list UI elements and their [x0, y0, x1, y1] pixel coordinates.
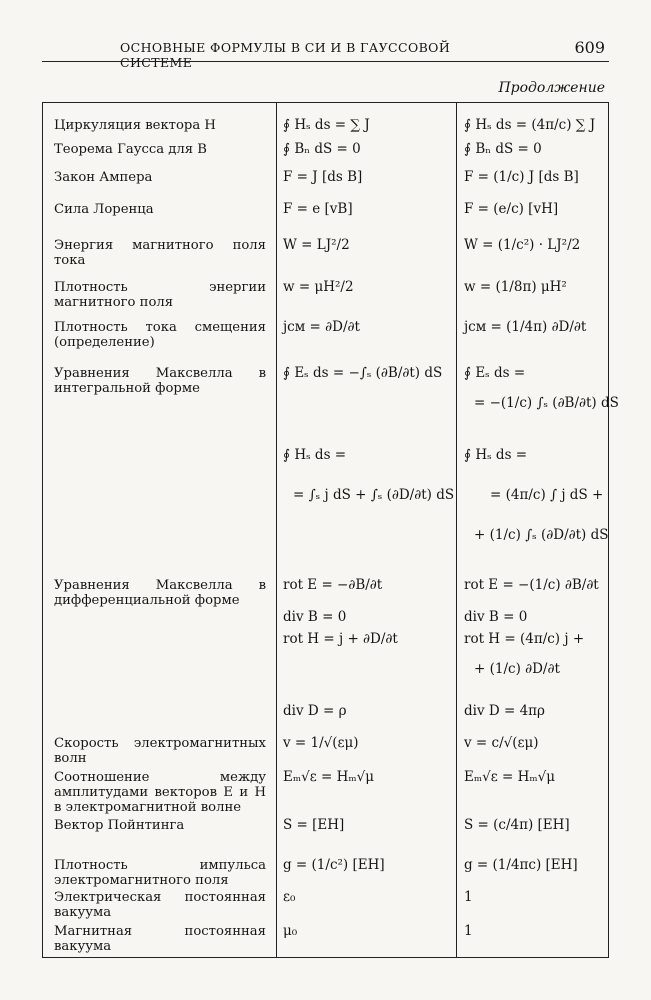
- si-formula: [283, 632, 453, 647]
- formula-line: ∮ Eₛ ds = −∫ₛ (∂B/∂t) dS: [283, 365, 443, 381]
- quantity-name: Теорема Гаусса для B: [54, 142, 207, 157]
- quantity-name: Плотность импульса электромагнитного поля: [54, 858, 266, 888]
- formula-line: ∮ Hₛ ds = (4π/c) ∑ J: [464, 117, 596, 133]
- si-formula: [283, 170, 453, 185]
- quantity-name: Магнитная постоянная вакуума: [54, 924, 266, 954]
- formula-line: = ∫ₛ j dS + ∫ₛ (∂D/∂t) dS: [293, 487, 455, 503]
- gauss-formula: [464, 890, 604, 905]
- gauss-formula: [464, 202, 604, 217]
- si-formula: [283, 366, 453, 381]
- gauss-formula: [464, 365, 619, 411]
- si-formula: [283, 890, 453, 905]
- gauss-formula: [464, 170, 604, 185]
- formula-line: W = LJ²/2: [283, 237, 350, 253]
- quantity-name: Вектор Пойнтинга: [54, 818, 185, 833]
- formula-line: W = (1/c²) · LJ²/2: [464, 237, 581, 253]
- gauss-formula: [464, 118, 604, 133]
- formula-line: Eₘ√ε = Hₘ√μ: [283, 769, 375, 785]
- formula-line: F = (e/c) [vH]: [464, 201, 559, 217]
- formula-line: μ₀: [283, 923, 298, 939]
- formula-line: S = (c/4π) [EH]: [464, 817, 570, 833]
- quantity-name: Соотношение между амплитудами векторов E и H в электромагнитной волне: [54, 770, 266, 815]
- gauss-formula: [464, 447, 609, 543]
- running-header-title: ОСНОВНЫЕ ФОРМУЛЫ В СИ И В ГАУССОВОЙ СИСТЕМЕ: [120, 40, 451, 70]
- column-divider-si: [276, 102, 277, 958]
- si-formula: [283, 704, 453, 719]
- formula-line: = (4π/c) ∫ j dS +: [490, 487, 604, 503]
- formula-line: S = [EH]: [283, 817, 345, 833]
- formula-line: F = (1/c) J [ds B]: [464, 169, 579, 185]
- formula-line: rot H = (4π/c) j +: [464, 631, 585, 647]
- quantity-name: Сила Лоренца: [54, 202, 154, 217]
- quantity-name: Уравнения Максвелла в интегральной форме: [54, 366, 266, 396]
- si-formula: [283, 858, 453, 873]
- formula-line: 1: [464, 923, 473, 939]
- si-formula: [283, 118, 453, 133]
- formula-line: ε₀: [283, 889, 296, 905]
- si-formula: [283, 578, 453, 625]
- formula-line: + (1/c) ∂D/∂t: [474, 661, 560, 677]
- formula-line: rot H = j + ∂D/∂t: [283, 631, 398, 647]
- formula-line: 1: [464, 889, 473, 905]
- formula-line: g = (1/4πc) [EH]: [464, 857, 578, 873]
- formula-line: div D = 4πρ: [464, 703, 545, 719]
- formula-line: w = (1/8π) μH²: [464, 279, 567, 295]
- quantity-name: Энергия магнитного поля тока: [54, 238, 266, 268]
- formula-line: = −(1/c) ∫ₛ (∂B/∂t) dS: [474, 395, 619, 411]
- formula-line: v = c/√(εμ): [464, 735, 539, 751]
- formula-line: v = 1/√(εμ): [283, 735, 359, 751]
- formula-line: ∮ Hₛ ds =: [464, 447, 528, 463]
- formula-line: rot E = −(1/c) ∂B/∂t: [464, 577, 599, 593]
- gauss-formula: [464, 142, 604, 157]
- column-divider-gauss: [456, 102, 457, 958]
- formula-line: ∮ Bₙ dS = 0: [283, 141, 361, 157]
- formula-line: g = (1/c²) [EH]: [283, 857, 385, 873]
- gauss-formula: [464, 858, 604, 873]
- gauss-formula: [464, 578, 604, 625]
- page-number: 609: [574, 38, 605, 57]
- si-formula: [283, 818, 453, 833]
- gauss-formula: [464, 704, 604, 719]
- header-rule: [42, 61, 609, 62]
- formula-line: F = J [ds B]: [283, 169, 363, 185]
- continuation-label: Продолжение: [498, 80, 605, 96]
- formula-line: ∮ Bₙ dS = 0: [464, 141, 542, 157]
- formula-line: ∮ Eₛ ds =: [464, 365, 526, 381]
- formula-line: ∮ Hₛ ds = ∑ J: [283, 117, 370, 133]
- quantity-name: Электрическая постоянная вакуума: [54, 890, 266, 920]
- quantity-name: Закон Ампера: [54, 170, 153, 185]
- gauss-formula: [464, 320, 604, 335]
- formula-line: div D = ρ: [283, 703, 347, 719]
- formula-line: jсм = ∂D/∂t: [283, 319, 360, 335]
- formula-line: F = e [vB]: [283, 201, 353, 217]
- formula-line: Eₘ√ε = Hₘ√μ: [464, 769, 556, 785]
- si-formula: [283, 142, 453, 157]
- si-formula: [283, 320, 453, 335]
- si-formula: [283, 448, 453, 503]
- si-formula: [283, 202, 453, 217]
- formula-line: w = μH²/2: [283, 279, 354, 295]
- gauss-formula: [464, 238, 604, 253]
- gauss-formula: [464, 632, 604, 677]
- gauss-formula: [464, 924, 604, 939]
- si-formula: [283, 238, 453, 253]
- formula-line: rot E = −∂B/∂t: [283, 577, 383, 593]
- quantity-name: Плотность тока смещения (определение): [54, 320, 266, 350]
- quantity-name: Скорость электромагнитных волн: [54, 736, 266, 766]
- si-formula: [283, 280, 453, 295]
- quantity-name: Уравнения Максвелла в дифференциальной форме: [54, 578, 266, 608]
- formula-line: jсм = (1/4π) ∂D/∂t: [464, 319, 587, 335]
- si-formula: [283, 924, 453, 939]
- gauss-formula: [464, 736, 604, 751]
- gauss-formula: [464, 770, 604, 785]
- quantity-name: Плотность энергии магнитного поля: [54, 280, 266, 310]
- gauss-formula: [464, 280, 604, 295]
- formula-line: + (1/c) ∫ₛ (∂D/∂t) dS: [474, 527, 609, 543]
- formula-line: div B = 0: [464, 609, 528, 625]
- si-formula: [283, 736, 453, 751]
- gauss-formula: [464, 818, 604, 833]
- quantity-name: Циркуляция вектора H: [54, 118, 216, 133]
- formula-line: ∮ Hₛ ds =: [283, 447, 347, 463]
- si-formula: [283, 770, 453, 785]
- formula-line: div B = 0: [283, 609, 347, 625]
